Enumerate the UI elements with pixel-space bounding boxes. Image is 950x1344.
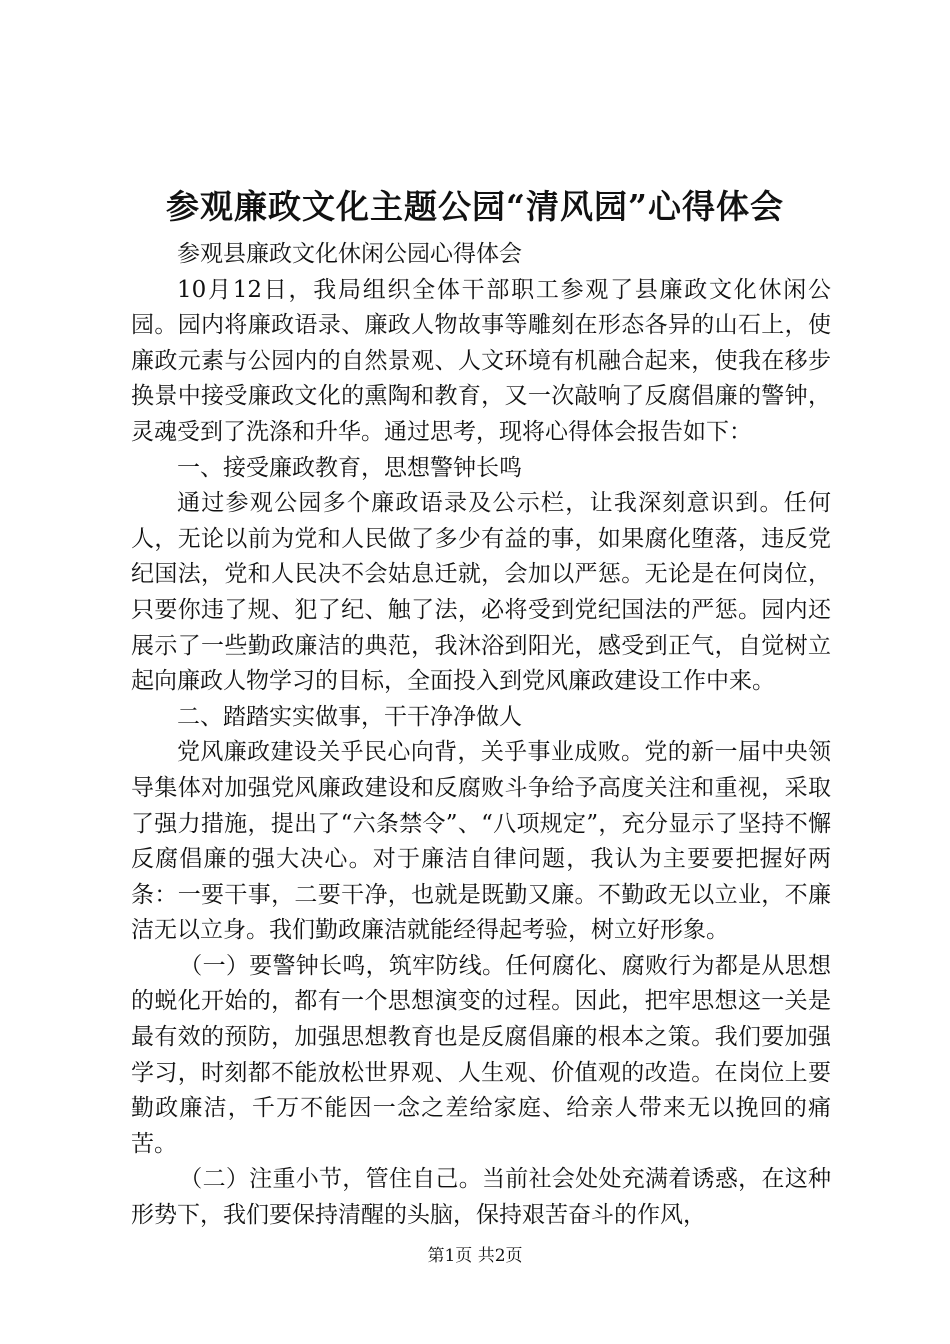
body-paragraph: 党风廉政建设关乎民心向背，关乎事业成败。党的新一届中央领导集体对加强党风廉政建设和反腐败斗争给予高度关注和重视，采取了强力措施，提出了“六条禁令”、“八项规定”，充分显示了坚持不懈反腐倡廉的强大决心。对于廉洁自律问题，我认为主要要把握好两条：一要干事，二要干净，也就是既勤又廉。不勤政无以立业，不廉洁无以立身。我们勤政廉洁就能经得起考验，树立好形象。 [131,739,831,944]
body-paragraph: 通过参观公园多个廉政语录及公示栏，让我深刻意识到。任何人，无论以前为党和人民做了多少有益的事，如果腐化堕落，违反党纪国法，党和人民决不会姑息迁就，会加以严惩。无论是在何岗位，只要你违了规、犯了纪、触了法，必将受到党纪国法的严惩。园内还展示了一些勤政廉洁的典范，我沐浴到阳光，感受到正气，自觉树立起向廉政人物学习的目标，全面投入到党风廉政建设工作中来。 [131,490,831,695]
sub-point-paragraph: （一）要警钟长鸣，筑牢防线。任何腐化、腐败行为都是从思想的蜕化开始的，都有一个思想演变的过程。因此，把牢思想这一关是最有效的预防，加强思想教育也是反腐倡廉的根本之策。我们要加强学习，时刻都不能放松世界观、人生观、价值观的改造。在岗位上要勤政廉洁，千万不能因一念之差给家庭、给亲人带来无以挽回的痛苦。 [131,952,831,1157]
document-body [131,237,831,1234]
subtitle-paragraph: 参观县廉政文化休闲公园心得体会 [177,241,522,267]
section-heading-2: 二、踏踏实实做事，干干净净做人 [177,703,522,730]
document-title: 参观廉政文化主题公园“清风园”心得体会 [166,187,784,226]
section-heading-1: 一、接受廉政教育，思想警钟长鸣 [177,454,522,481]
page-number-footer: 第1页 共2页 [427,1246,523,1266]
sub-point-paragraph: （二）注重小节，管住自己。当前社会处处充满着诱惑，在这种形势下，我们要保持清醒的头脑，保持艰苦奋斗的作风， [131,1166,831,1229]
intro-paragraph: 10月12日，我局组织全体干部职工参观了县廉政文化休闲公园。园内将廉政语录、廉政人物故事等雕刻在形态各异的山石上，使廉政元素与公园内的自然景观、人文环境有机融合起来，使我在移步换景中接受廉政文化的熏陶和教育，又一次敲响了反腐倡廉的警钟，灵魂受到了洗涤和升华。通过思考，现将心得体会报告如下： [131,276,831,445]
